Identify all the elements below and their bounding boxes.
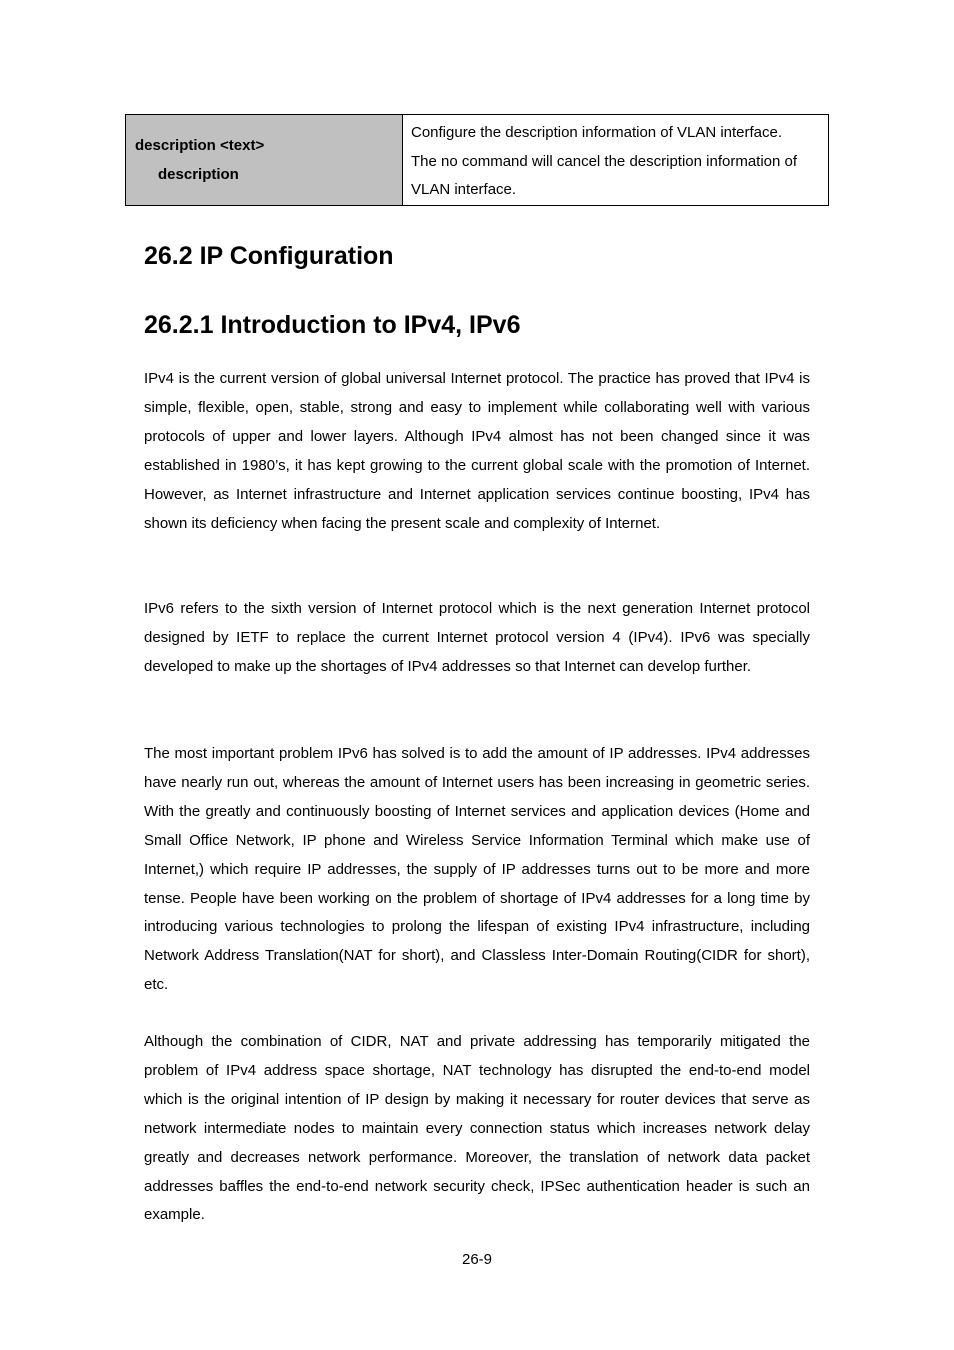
explanation-line: VLAN interface. [411, 181, 517, 198]
paragraph-address-problem: The most important problem IPv6 has solved is to add the amount of IP addresses. IPv4 addresses have nearly run out, whereas the amount of Internet users has been increasing in geometric series. With the greatly and continuously boosting of Internet services and application devices (Home and Small Office Network, IP phone and Wireless Service Information Terminal which make use of Internet,) which require IP addresses, the supply of IP addresses turns out to be more and more tense. People have been working on the problem of shortage of IPv4 addresses for a long time by introducing various technologies to prolong the lifespan of existing IPv4 infrastructure, including Network Address Translation(NAT for short), and Classless Inter-Domain Routing(CIDR for short), etc. [144, 745, 810, 994]
page-number: 26-9 [461, 1251, 493, 1268]
command-cell [126, 115, 403, 206]
explanation-line: Configure the description information of VLAN interface. [411, 124, 783, 141]
explanation-cell [403, 115, 829, 206]
table-row [126, 115, 829, 206]
command-syntax: description <text> [135, 136, 265, 154]
command-table [125, 114, 829, 206]
paragraph-ipv6-intro: IPv6 refers to the sixth version of Internet protocol which is the next generation Internet protocol designed by IETF to replace the current Internet protocol version 4 (IPv4). IPv6 was specially developed to make up the shortages of IPv4 addresses so that Internet can develop further. [144, 600, 810, 675]
paragraph-ipv4-intro: IPv4 is the current version of global universal Internet protocol. The practice has proved that IPv4 is simple, flexible, open, stable, strong and easy to implement while collaborating well with various protocols of upper and lower layers. Although IPv4 almost has not been changed since it was established in 1980’s, it has kept growing to the current global scale with the promotion of Internet. However, as Internet infrastructure and Internet application services continue boosting, IPv4 has shown its deficiency when facing the present scale and complexity of Internet. [144, 370, 810, 532]
command-negation: description [158, 165, 239, 183]
explanation-line: The no command will cancel the description information of [411, 152, 798, 170]
subsection-heading: 26.2.1 Introduction to IPv4, IPv6 [144, 311, 521, 339]
section-heading: 26.2 IP Configuration [144, 242, 394, 270]
paragraph-nat-cidr: Although the combination of CIDR, NAT and private addressing has temporarily mitigated the problem of IPv4 address space shortage, NAT technology has disrupted the end-to-end model which is the original intention of IP design by making it necessary for router devices that serve as network intermediate nodes to maintain every connection status which increases network delay greatly and decreases network performance. Moreover, the translation of network data packet addresses baffles the end-to-end network security check, IPSec authentication header is such an example. [144, 1033, 810, 1224]
